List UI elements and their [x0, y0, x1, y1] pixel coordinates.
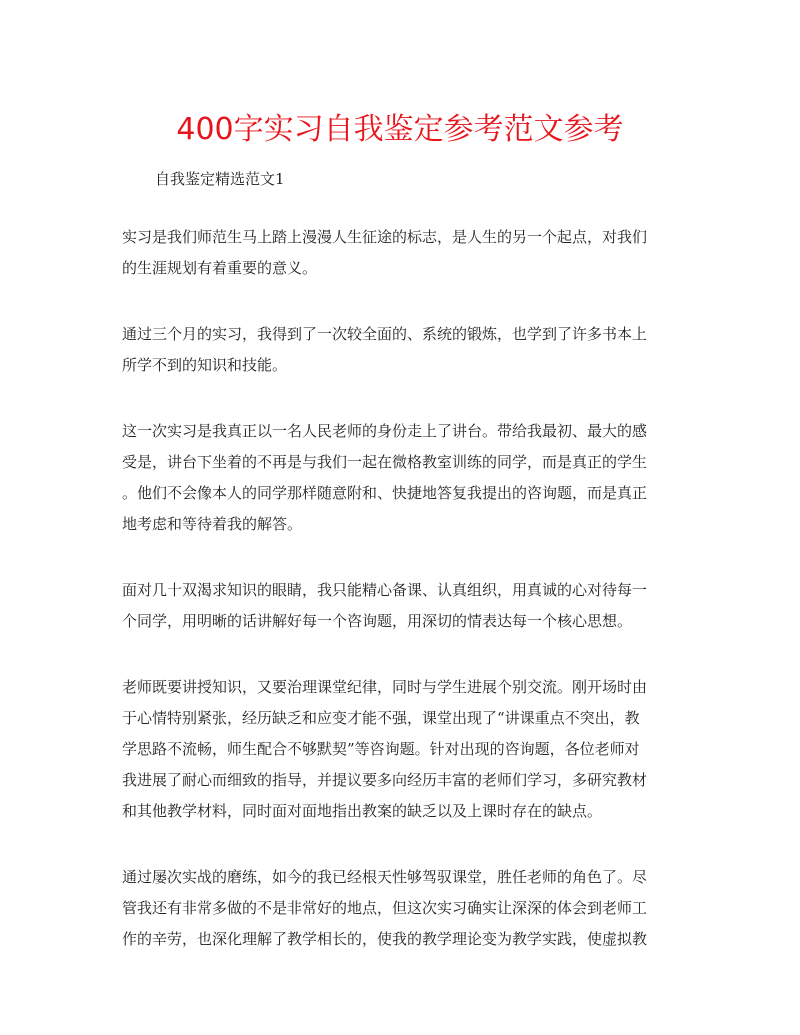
paragraph-line: 老师既要讲授知识，又要治理课堂纪律，同时与学生进展个别交流。刚开场时由	[122, 678, 648, 696]
document-subtitle: 自我鉴定精选范文1	[155, 170, 285, 188]
paragraph-line: 作的辛劳，也深化理解了教学相长的，使我的教学理论变为教学实践，使虚拟教	[122, 930, 648, 948]
document-title: 400字实习自我鉴定参考范文参考	[176, 112, 624, 147]
paragraph-line: 这一次实习是我真正以一名人民老师的身份走上了讲台。带给我最初、最大的感	[122, 422, 648, 440]
paragraph-6	[122, 862, 684, 955]
paragraph-line: 和其他教学材料，同时面对面地指出教案的缺乏以及上课时存在的缺点。	[122, 802, 603, 820]
paragraph-line: 的生涯规划有着重要的意义。	[122, 259, 318, 277]
paragraph-line: 所学不到的知识和技能。	[122, 356, 288, 374]
document-body	[122, 222, 684, 990]
paragraph-line: 管我还有非常多做的不是非常好的地点，但这次实习确实让深深的体会到老师工	[122, 899, 648, 917]
paragraph-line: 个同学，用明晰的话讲解好每一个咨询题，用深切的情表达每一个核心思想。	[122, 612, 633, 630]
paragraph-line: 受是，讲台下坐着的不再是与我们一起在微格教室训练的同学，而是真正的学生	[122, 453, 648, 471]
paragraph-5	[122, 672, 684, 827]
paragraph-line: 。他们不会像本人的同学那样随意附和、快捷地答复我提出的咨询题，而是真正	[122, 484, 648, 502]
paragraph-line: 于心情特别紧张，经历缺乏和应变才能不强，课堂出现了“讲课重点不突出，教	[122, 709, 640, 727]
paragraph-line: 通过屡次实战的磨练，如今的我已经根天性够驾驭课堂，胜任老师的角色了。尽	[122, 868, 648, 886]
paragraph-line: 通过三个月的实习，我得到了一次较全面的、系统的锻炼，也学到了许多书本上	[122, 325, 648, 343]
paragraph-line: 实习是我们师范生马上踏上漫漫人生征途的标志，是人生的另一个起点，对我们	[122, 228, 648, 246]
paragraph-line: 面对几十双渴求知识的眼睛，我只能精心备课、认真组织，用真诚的心对待每一	[122, 581, 648, 599]
paragraph-1	[122, 222, 684, 284]
paragraph-line: 学思路不流畅，师生配合不够默契”等咨询题。针对出现的咨询题，各位老师对	[122, 740, 640, 758]
paragraph-4	[122, 575, 684, 637]
paragraph-3	[122, 416, 684, 540]
paragraph-line: 地考虑和等待着我的解答。	[122, 515, 303, 533]
paragraph-2	[122, 319, 684, 381]
paragraph-line: 我进展了耐心而细致的指导，并提议要多向经历丰富的老师们学习，多研究教材	[122, 771, 648, 789]
